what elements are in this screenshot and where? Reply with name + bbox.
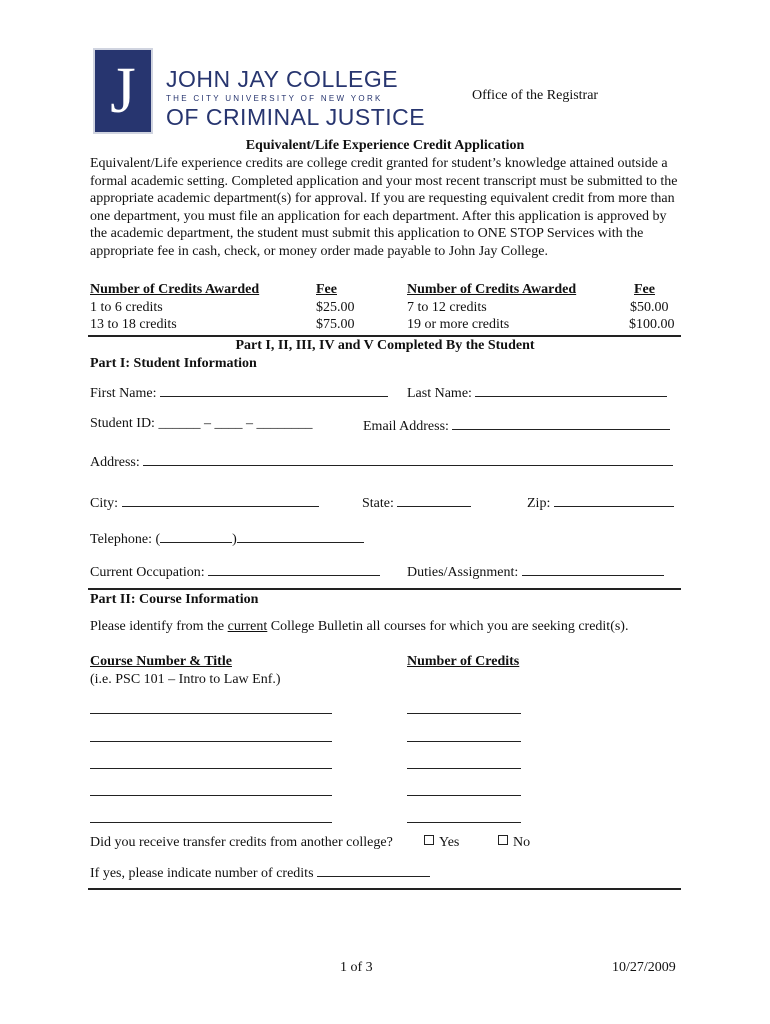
fee-row-credits: 13 to 18 credits xyxy=(90,317,177,332)
telephone-close-paren: ) xyxy=(232,532,237,547)
state-label: State: xyxy=(362,496,394,511)
transfer-count-line[interactable] xyxy=(317,863,430,877)
parts-heading: Part I, II, III, IV and V Completed By the Student xyxy=(235,338,535,353)
revision-date: 10/27/2009 xyxy=(612,960,676,975)
telephone-line[interactable] xyxy=(237,529,364,543)
course-title-line[interactable] xyxy=(90,822,332,823)
city-label: City: xyxy=(90,496,119,511)
fee-row-fee-2: $100.00 xyxy=(629,317,675,332)
course-column-header: Course Number & Title xyxy=(90,654,232,669)
first-name-line[interactable] xyxy=(160,383,388,397)
credits-column-header: Number of Credits xyxy=(407,654,520,669)
occupation-label: Current Occupation: xyxy=(90,565,205,580)
last-name-label: Last Name: xyxy=(407,386,472,401)
address-label: Address: xyxy=(90,455,140,470)
instruction-emphasis: current xyxy=(227,619,268,634)
city-line[interactable] xyxy=(122,493,319,507)
office-label: Office of the Registrar xyxy=(472,88,599,103)
email-line[interactable] xyxy=(452,416,670,430)
telephone-label: Telephone: ( xyxy=(90,532,161,547)
course-title-line[interactable] xyxy=(90,713,332,714)
student-id-field[interactable] xyxy=(90,416,312,432)
intro-paragraph: Equivalent/Life experience credits are college credit granted for student’s knowledge attained outside a formal academic setting. Completed application and your most recent transcript must be submitted to the appropriate academic department(s) for approval. If you are requesting equivalent credit from more than one department, you must file an application for each department. After this application is approved by the academic department, the student must submit this application to ONE STOP Services with the appropriate fee in cash, check, or money order made payable to John Jay College. xyxy=(90,156,678,259)
area-code-line[interactable] xyxy=(160,529,232,543)
logo-university-name: THE CITY UNIVERSITY OF NEW YORK xyxy=(166,94,383,103)
instruction-text-end: College Bulletin all courses for which you are seeking credit(s). xyxy=(267,619,629,634)
page-number: 1 of 3 xyxy=(340,960,373,975)
course-credits-line[interactable] xyxy=(407,795,521,796)
first-name-field[interactable] xyxy=(90,383,388,402)
part2-heading: Part II: Course Information xyxy=(90,592,259,607)
last-name-field[interactable] xyxy=(407,383,667,402)
zip-line[interactable] xyxy=(554,493,674,507)
transfer-count-label: If yes, please indicate number of credits xyxy=(90,866,314,881)
no-checkbox[interactable] xyxy=(498,835,508,845)
yes-checkbox[interactable] xyxy=(424,835,434,845)
section-divider xyxy=(88,888,681,890)
fee-header-credits-2: Number of Credits Awarded xyxy=(407,282,577,297)
logo-letter: J xyxy=(110,54,136,127)
section-divider xyxy=(88,335,681,337)
state-field[interactable] xyxy=(362,493,471,512)
last-name-line[interactable] xyxy=(475,383,667,397)
course-credits-line[interactable] xyxy=(407,713,521,714)
form-title: Equivalent/Life Experience Credit Application xyxy=(245,138,525,153)
student-id-blank[interactable]: ______ – ____ – ________ xyxy=(158,416,313,431)
course-credits-line[interactable] xyxy=(407,741,521,742)
course-credits-line[interactable] xyxy=(407,768,521,769)
course-title-line[interactable] xyxy=(90,795,332,796)
fee-row-fee-2: $50.00 xyxy=(630,300,669,315)
part1-heading: Part I: Student Information xyxy=(90,356,257,371)
section-divider xyxy=(88,588,681,590)
duties-field[interactable] xyxy=(407,562,664,581)
college-logo xyxy=(93,48,153,134)
student-id-label: Student ID: xyxy=(90,416,155,431)
fee-row-fee: $25.00 xyxy=(316,300,355,315)
occupation-line[interactable] xyxy=(208,562,380,576)
duties-label: Duties/Assignment: xyxy=(407,565,519,580)
telephone-field[interactable] xyxy=(90,529,364,548)
logo-college-name: JOHN JAY COLLEGE xyxy=(166,66,399,92)
transfer-question: Did you receive transfer credits from another college? xyxy=(90,835,393,850)
duties-line[interactable] xyxy=(522,562,664,576)
fee-row-credits-2: 7 to 12 credits xyxy=(407,300,487,315)
course-instruction xyxy=(90,619,628,635)
email-field[interactable] xyxy=(363,416,670,435)
city-field[interactable] xyxy=(90,493,319,512)
transfer-count-field[interactable] xyxy=(90,863,430,882)
address-field[interactable] xyxy=(90,452,673,471)
course-title-line[interactable] xyxy=(90,741,332,742)
fee-row-credits-2: 19 or more credits xyxy=(407,317,510,332)
state-line[interactable] xyxy=(397,493,471,507)
transfer-yes-option[interactable] xyxy=(424,835,459,851)
transfer-no-option[interactable] xyxy=(498,835,530,851)
course-example: (i.e. PSC 101 – Intro to Law Enf.) xyxy=(90,672,281,687)
fee-row-credits: 1 to 6 credits xyxy=(90,300,163,315)
email-label: Email Address: xyxy=(363,419,449,434)
yes-label: Yes xyxy=(439,835,460,850)
fee-header-fee: Fee xyxy=(316,282,337,297)
occupation-field[interactable] xyxy=(90,562,380,581)
logo-college-name-2: OF CRIMINAL JUSTICE xyxy=(166,104,426,130)
address-line[interactable] xyxy=(143,452,673,466)
fee-row-fee: $75.00 xyxy=(316,317,355,332)
course-title-line[interactable] xyxy=(90,768,332,769)
zip-field[interactable] xyxy=(527,493,674,512)
course-credits-line[interactable] xyxy=(407,822,521,823)
instruction-text: Please identify from the xyxy=(90,619,228,634)
first-name-label: First Name: xyxy=(90,386,157,401)
fee-header-fee-2: Fee xyxy=(634,282,655,297)
zip-label: Zip: xyxy=(527,496,551,511)
fee-header-credits: Number of Credits Awarded xyxy=(90,282,260,297)
no-label: No xyxy=(513,835,531,850)
